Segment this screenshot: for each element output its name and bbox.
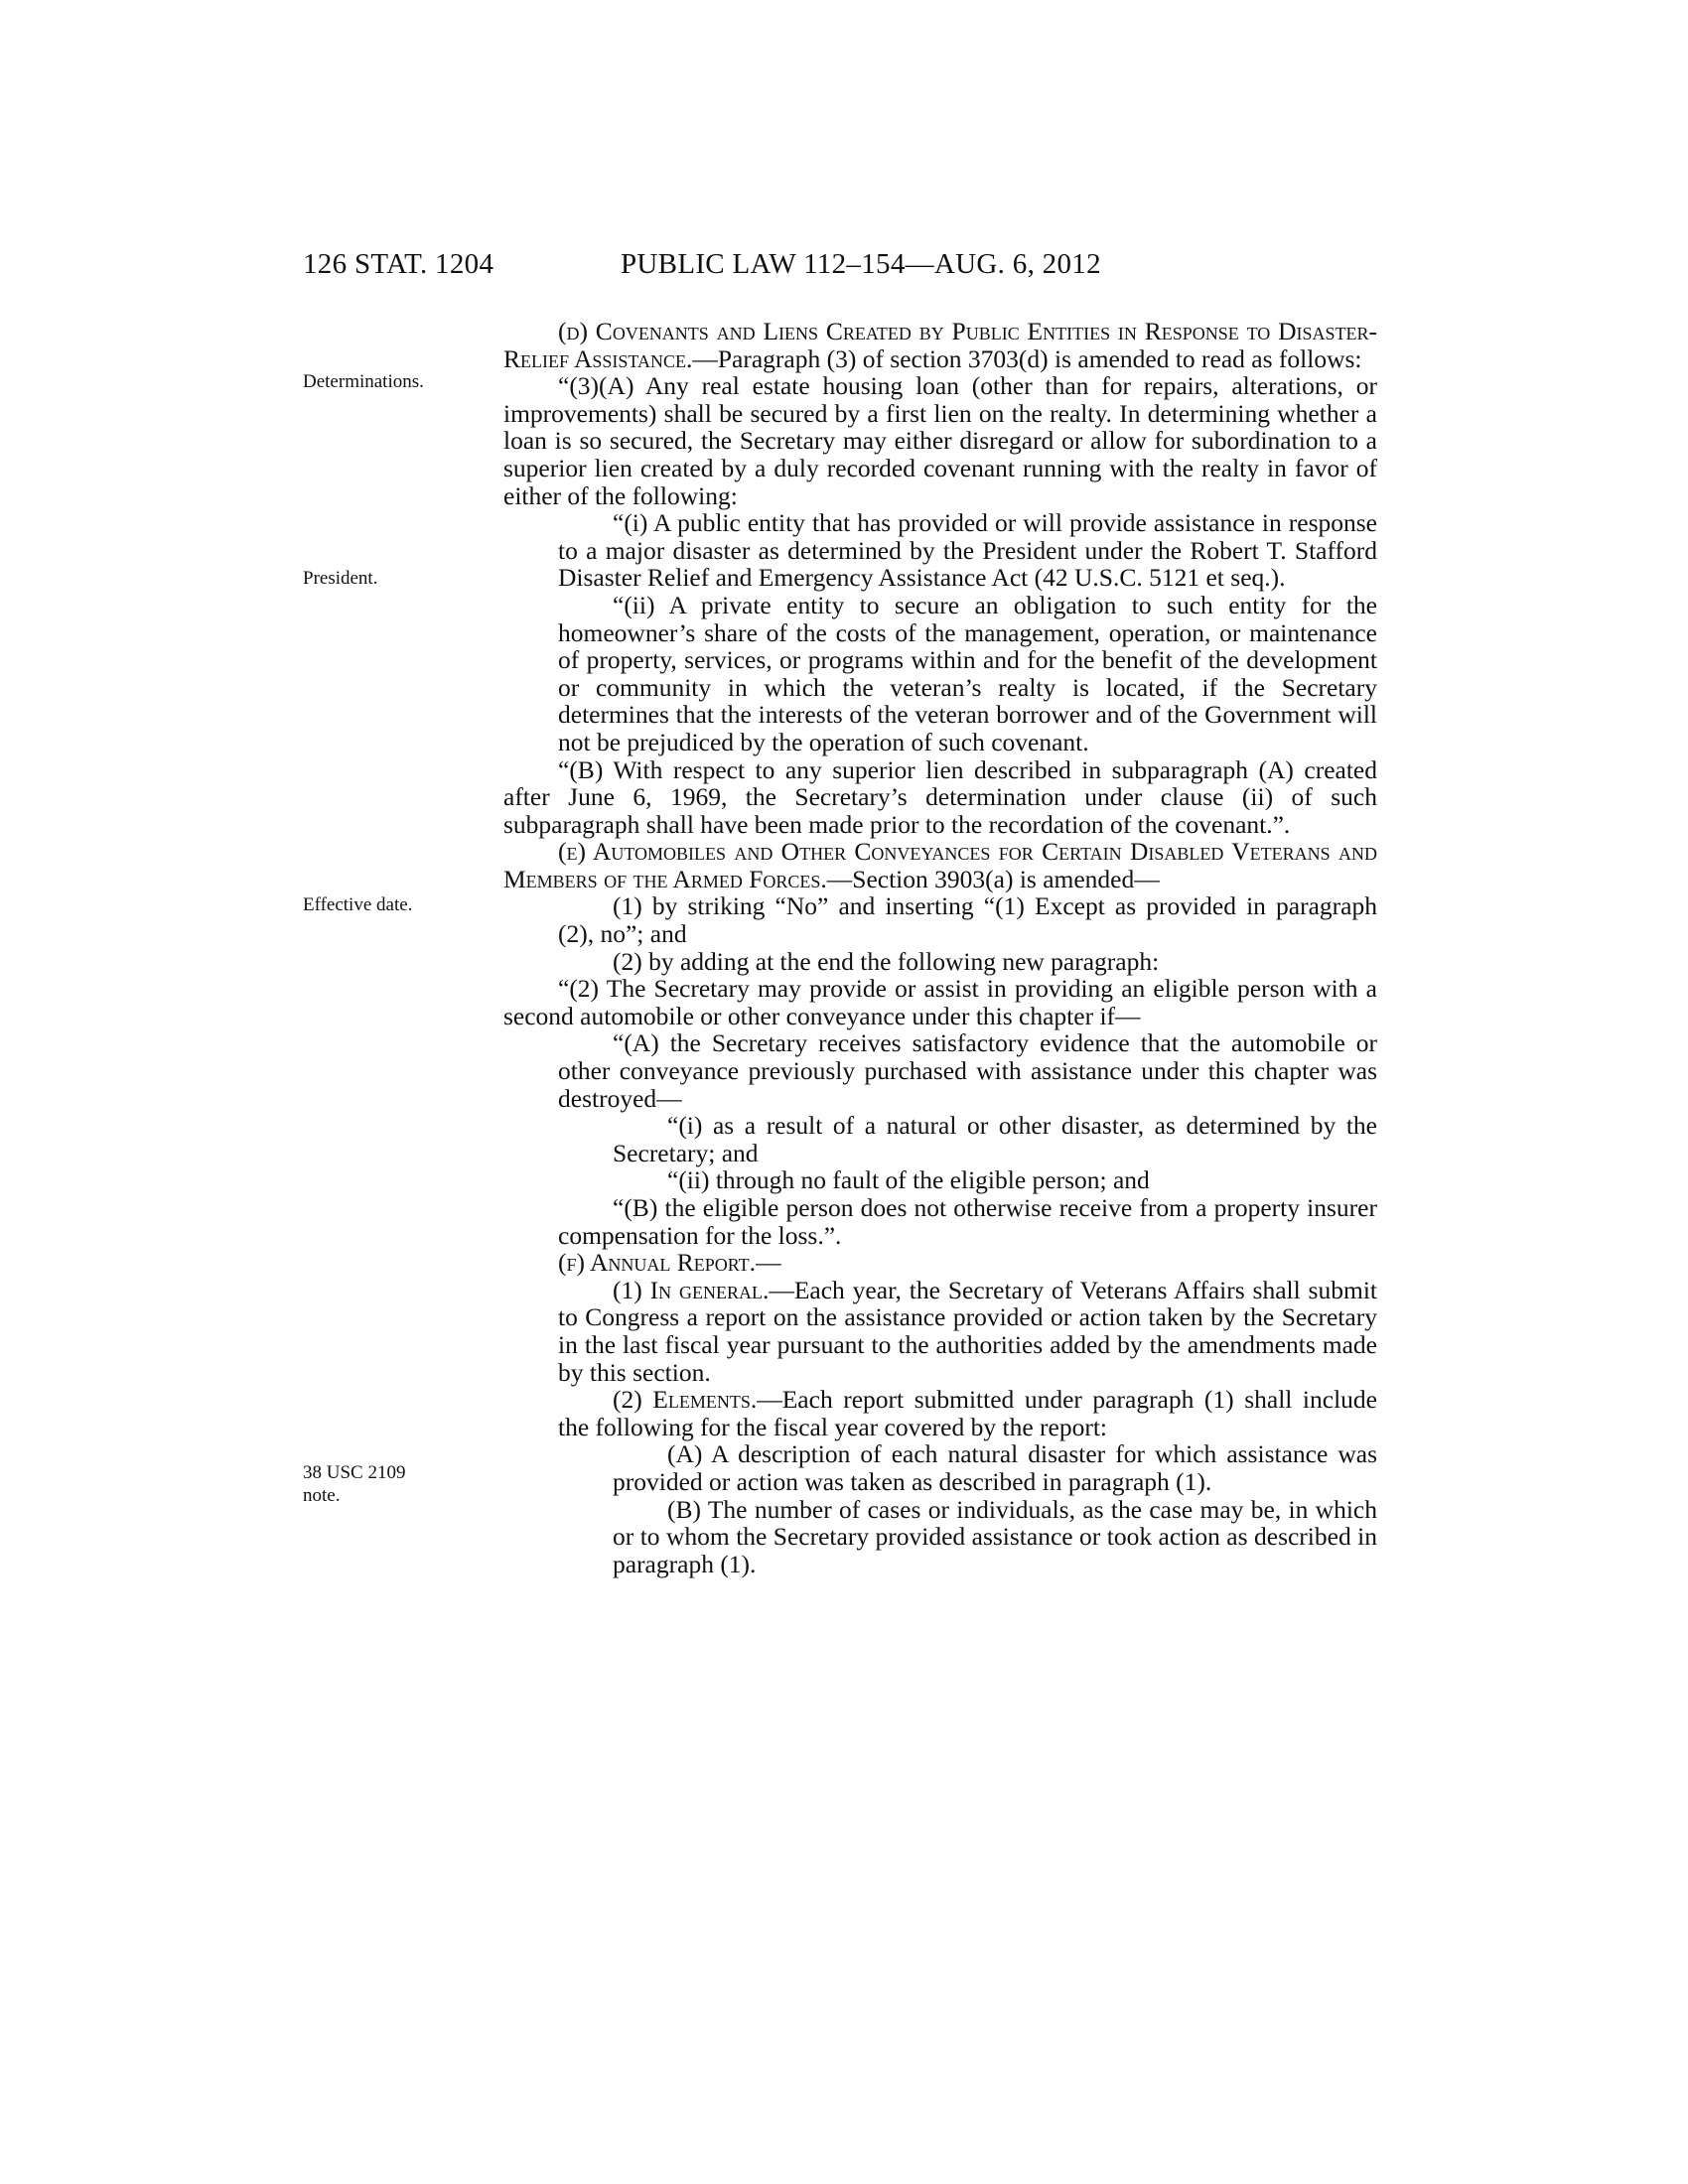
- clause-i-public-entity: “(i) A public entity that has provided or will provide assistance in response to a major disaster as determined by the President under the Robert T. Stafford Disaster Relief and Emergency Assistance Act (42 U.S.C. 5121 et seq.).: [558, 508, 1377, 593]
- new-paragraph-2: “(2) The Secretary may provide or assist in providing an eligible person with a second automobile or other conveyance under this chapter if—: [503, 974, 1377, 1030]
- section-f-item-1-heading: (1) In general.: [613, 1275, 770, 1304]
- section-f-item-1: [503, 1277, 1377, 1386]
- clause-ii-private-entity: “(ii) A private entity to secure an obligation to such entity for the homeowner’s share of the costs of the management, operation, or maintenance of property, services, or programs within and for the benefit of the development or community in which the veteran’s realty is located, if the Secretary determines that the interests of the veteran borrower and of the Government will not be prejudiced by the operation of such covenant.: [558, 590, 1377, 756]
- section-f-text: —: [756, 1248, 781, 1278]
- margin-note-effective-date: Effective date.: [303, 894, 413, 915]
- paragraph-3b: “(B) With respect to any superior lien described in subparagraph (A) created after June 6, 1969, the Secretary’s determination under clause (ii) of such subparagraph shall have been made prior to the recordation of the covenant.”.: [503, 754, 1377, 839]
- section-f-item-1-text: —Each year, the Secretary of Veterans Affairs shall submit to Congress a report on the assistance provided or action taken by the Secretary in the last fiscal year pursuant to the authorities added by the amendments made by this section.: [558, 1275, 1377, 1387]
- section-d-text: —Paragraph (3) of section 3703(d) is amended to read as follows:: [692, 343, 1362, 373]
- document-body: [503, 318, 1377, 1577]
- page-header: [303, 248, 1375, 288]
- clause-ii-no-fault: “(ii) through no fault of the eligible person; and: [667, 1165, 1150, 1195]
- subparagraph-b-insurer: “(B) the eligible person does not otherwise receive from a property insurer compensation for the loss.”.: [558, 1193, 1377, 1250]
- subparagraph-a-destroyed: “(A) the Secretary receives satisfactory evidence that the automobile or other conveyance previously purchased with assistance under this chapter was destroyed—: [558, 1028, 1377, 1113]
- elements-item-a: (A) A description of each natural disaster for which assistance was provided or action was taken as described in paragraph (1).: [613, 1439, 1377, 1496]
- section-e-item-2: (2) by adding at the end the following new paragraph:: [613, 946, 1160, 976]
- section-f-item-2-heading: (2) Elements.: [613, 1385, 758, 1415]
- section-e-text: —Section 3903(a) is amended—: [826, 864, 1160, 893]
- section-f: [503, 1249, 1377, 1277]
- section-e: [503, 838, 1377, 892]
- section-d: [503, 318, 1377, 372]
- section-f-heading: (f) Annual Report.: [558, 1248, 757, 1278]
- paragraph-3a: “(3)(A) Any real estate housing loan (other than for repairs, alterations, or improvements) shall be secured by a first lien on the realty. In determining whether a loan is so secured, the Secretary may either disregard or allow for subordination to a superior lien created by a duly recorded covenant running with the realty in favor of either of the following:: [503, 371, 1377, 510]
- statute-page-number: 126 STAT. 1204: [303, 248, 494, 280]
- section-f-item-2-text: —Each report submitted under paragraph (1) shall include the following for the fiscal year covered by the report:: [558, 1385, 1377, 1441]
- clause-i-disaster: “(i) as a result of a natural or other disaster, as determined by the Secretary; and: [613, 1111, 1377, 1167]
- page-title: PUBLIC LAW 112–154—AUG. 6, 2012: [621, 248, 1101, 280]
- section-e-heading: (e) Automobiles and Other Conveyances for Certain Disabled Veterans and Members of the Armed Forces.: [503, 837, 1377, 893]
- elements-item-b: (B) The number of cases or individuals, as the case may be, in which or to whom the Secretary provided assistance or took action as described in paragraph (1).: [613, 1494, 1377, 1578]
- section-d-heading: (d) Covenants and Liens Created by Public Entities in Response to Disaster-Relief Assistance.: [503, 317, 1377, 373]
- section-e-item-1: (1) by striking “No” and inserting “(1) Except as provided in paragraph (2), no”; and: [558, 891, 1377, 949]
- margin-note-determinations: Determinations.: [303, 371, 424, 392]
- margin-note-president: President.: [303, 568, 378, 589]
- section-f-item-2: [503, 1386, 1377, 1440]
- margin-note-usc-citation: 38 USC 2109 note.: [303, 1462, 406, 1506]
